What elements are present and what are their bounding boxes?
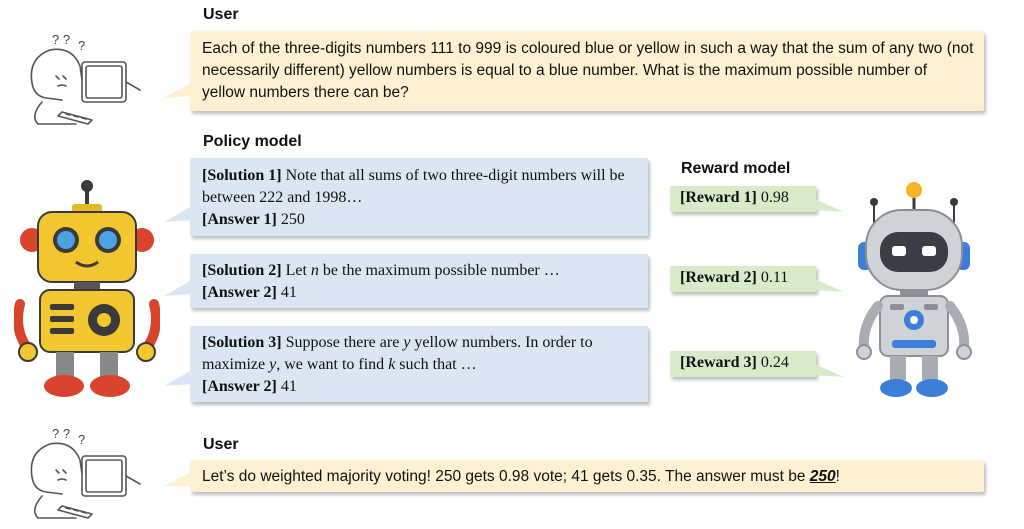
bottom-user-final-answer: 250 xyxy=(809,468,836,485)
reward-1-bubble xyxy=(670,186,816,212)
reward-3-text xyxy=(680,354,816,372)
solution-3-part-a: Suppose there are xyxy=(285,334,400,351)
solution-2-var: n xyxy=(310,262,319,279)
solution-2-pre: Let xyxy=(285,262,307,279)
top-user-bubble-tail xyxy=(164,82,194,102)
solution-2-bubble xyxy=(190,254,648,308)
solution-1-text xyxy=(202,165,638,209)
solution-2-text xyxy=(202,260,638,282)
svg-text:? ?: ? ? xyxy=(52,32,71,47)
solution-2-bubble-tail xyxy=(164,280,194,300)
answer-1-value: 250 xyxy=(280,211,305,228)
reward-2-bubble-tail xyxy=(812,278,846,294)
solution-1-bubble-tail xyxy=(164,206,194,226)
answer-1-label: [Answer 1] xyxy=(202,211,277,228)
svg-text:? ?: ? ? xyxy=(52,426,71,441)
svg-text:?: ? xyxy=(78,38,86,53)
reward-robot-icon xyxy=(852,180,976,402)
reward-3-value: 0.24 xyxy=(760,354,789,371)
answer-3-line xyxy=(202,376,638,398)
policy-robot-icon xyxy=(14,178,160,402)
answer-3-value: 41 xyxy=(280,378,297,395)
solution-3-var-y2: y xyxy=(269,356,277,373)
reward-2-bubble xyxy=(670,266,816,292)
solution-3-var-y1: y xyxy=(403,334,411,351)
solution-1-body: Note that all sums of two three-digit numbers will be between 222 and 1998… xyxy=(202,167,625,206)
answer-2-line xyxy=(202,282,638,304)
svg-text:?: ? xyxy=(78,432,86,447)
bottom-user-label: User xyxy=(203,436,239,453)
solution-3-part-b: yellow numbers. In order to maximize xyxy=(202,334,593,373)
reward-2-value: 0.11 xyxy=(760,269,789,286)
bottom-user-text-pre: Let’s do weighted majority voting! 250 gets 0.98 vote; 41 gets 0.35. The answer must be xyxy=(202,468,810,485)
answer-1-line xyxy=(202,209,638,231)
solution-3-var-k: k xyxy=(388,356,396,373)
top-user-icon xyxy=(22,28,142,128)
policy-model-label: Policy model xyxy=(203,133,302,150)
solution-1-label: [Solution 1] xyxy=(202,167,282,184)
answer-2-label: [Answer 2] xyxy=(202,284,277,301)
bottom-user-text-post: ! xyxy=(835,468,840,485)
reward-1-value: 0.98 xyxy=(760,189,789,206)
reward-1-label: [Reward 1] xyxy=(680,189,757,206)
top-user-bubble xyxy=(190,31,984,111)
solution-3-bubble-tail xyxy=(164,370,194,390)
answer-2-value: 41 xyxy=(280,284,297,301)
solution-1-bubble xyxy=(190,158,648,236)
solution-3-label: [Solution 3] xyxy=(202,334,282,351)
solution-3-part-c: , we want to find xyxy=(276,356,385,373)
solution-3-bubble xyxy=(190,326,648,402)
top-user-question: Each of the three-digits numbers 111 to 999 is coloured blue or yellow in such a way that the sum of any two (not necessarily different) yellow numbers is equal to a blue number. What is the maximum possible number of yellow numbers there can be? xyxy=(202,40,974,101)
reward-3-label: [Reward 3] xyxy=(680,354,757,371)
bottom-user-icon xyxy=(22,422,142,522)
bottom-user-bubble xyxy=(190,460,984,492)
reward-model-label: Reward model xyxy=(681,160,791,177)
solution-3-part-d: such that … xyxy=(399,356,477,373)
answer-3-label: [Answer 2] xyxy=(202,378,277,395)
solution-2-post: be the maximum possible number … xyxy=(322,262,560,279)
reward-3-bubble xyxy=(670,351,816,377)
reward-1-text xyxy=(680,189,816,207)
solution-2-label: [Solution 2] xyxy=(202,262,282,279)
reward-3-bubble-tail xyxy=(812,363,846,379)
reward-2-text xyxy=(680,269,816,287)
bottom-user-bubble-tail xyxy=(164,472,194,492)
top-user-label: User xyxy=(203,6,239,23)
solution-3-text xyxy=(202,332,638,376)
bottom-user-message xyxy=(202,466,974,488)
reward-2-label: [Reward 2] xyxy=(680,269,757,286)
reward-1-bubble-tail xyxy=(812,198,846,214)
